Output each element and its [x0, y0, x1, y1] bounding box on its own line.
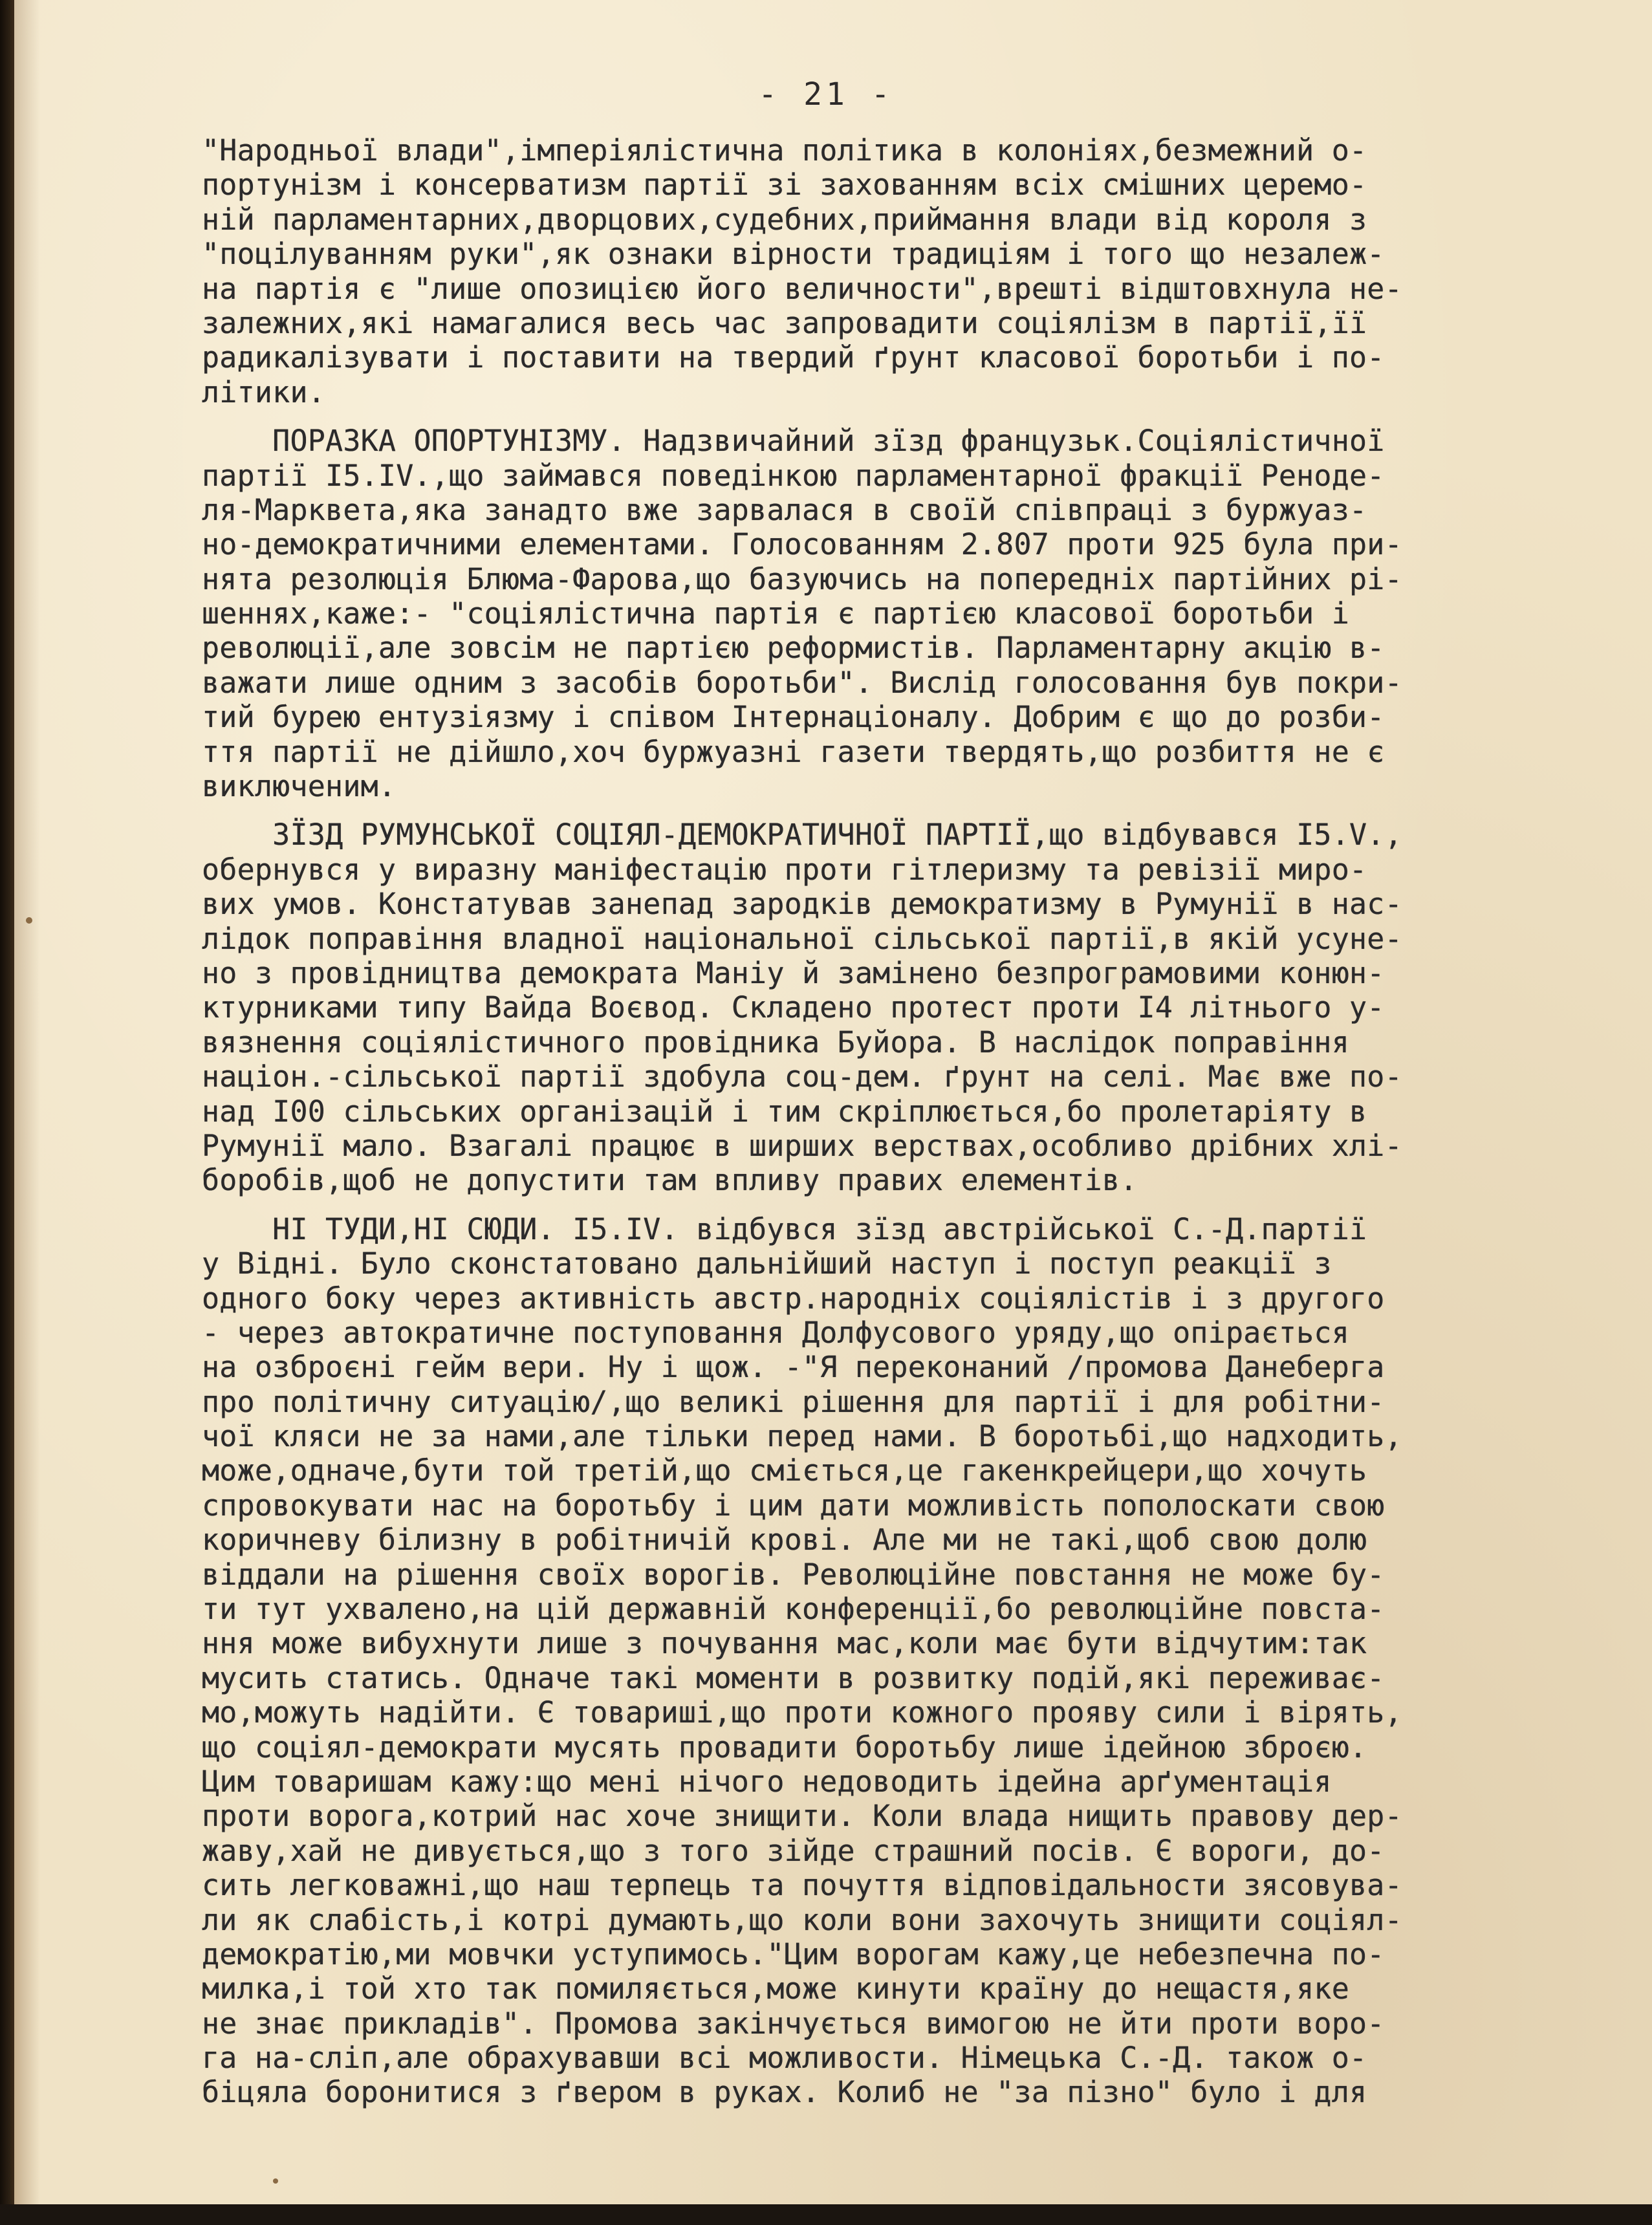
paper-mark — [273, 2178, 278, 2184]
text-line: ття партії не дійшло,хоч буржуазні газети твердять,що розбиття не є — [202, 734, 1385, 769]
text-line: мо,можуть надійти. Є товариші,що проти кожного прояву сили і вірять, — [202, 1695, 1402, 1730]
text-line: но з провідництва демократа Маніу й замінено безпрограмовими конюн- — [202, 955, 1385, 990]
text-line: спровокувати нас на боротьбу і цим дати можливість пополоскати свою — [202, 1488, 1385, 1523]
text-line: шеннях,каже:- "соціялістична партія є партією класової боротьби і — [202, 596, 1349, 631]
text-line: коричневу білизну в робітничій крові. Але ми не такі,щоб свою долю — [202, 1523, 1367, 1558]
paragraph-intro — [202, 133, 1547, 409]
text-line: у Відні. Було сконстатовано дальнійший наступ і поступ реакції з — [202, 1246, 1332, 1281]
text-line: ння може вибухнути лише з почування мас,коли має бути відчутим:так — [202, 1626, 1367, 1661]
text-line: ПОРАЗКА ОПОРТУНІЗМУ. Надзвичайний зїзд французьк.Соціялістичної — [202, 424, 1385, 459]
text-line: революції,але зовсім не партією реформистів. Парламентарну акцію в- — [202, 631, 1385, 666]
text-line: Румунії мало. Взагалі працює в ширших верствах,особливо дрібних хлі- — [202, 1128, 1402, 1163]
page-number: - 21 - — [758, 76, 894, 113]
paragraph-austrian-congress — [202, 1212, 1547, 2110]
text-line: біцяла боронитися з ґвером в руках. Колиб не "за пізно" було і для — [202, 2075, 1367, 2110]
text-line: лідок поправіння владної національної сільської партії,в якій усуне- — [202, 921, 1402, 956]
paragraph-gap — [202, 1198, 1547, 1212]
text-line: Цим товаришам кажу:що мені нічого недоводить ідейна арґументація — [202, 1764, 1332, 1799]
text-line: одного боку через активність австр.народніх соціялістів і з другого — [202, 1281, 1385, 1316]
text-line: на партія є "лише опозицією його величности",врешті відштовхнула не- — [202, 271, 1402, 306]
text-line: но-демократичними елементами. Голосованням 2.807 проти 925 була при- — [202, 527, 1402, 562]
text-line: ли як слабість,і котрі думають,що коли вони захочуть знищити соціял- — [202, 1902, 1402, 1937]
text-line: чої кляси не за нами,але тільки перед нами. В боротьбі,що надходить, — [202, 1419, 1402, 1454]
text-line: сить легковажні,що наш терпець та почуття відповідальности зясовува- — [202, 1868, 1402, 1903]
text-line: що соціял-демократи мусять провадити боротьбу лише ідейною зброєю. — [202, 1730, 1367, 1764]
text-line: - через автократичне поступовання Долфусового уряду,що опірається — [202, 1315, 1349, 1350]
text-line: про політичну ситуацію/,що великі рішення для партії і для робітни- — [202, 1384, 1385, 1419]
text-line: ЗЇЗД РУМУНСЬКОЇ СОЦІЯЛ-ДЕМОКРАТИЧНОЇ ПАРТІЇ,що відбувався I5.V., — [202, 818, 1402, 852]
text-line: "Народньої влади",імперіялістична політика в колоніях,безмежний о- — [202, 133, 1367, 168]
text-line: нята резолюція Блюма-Фарова,що базуючись на попередніх партійних рі- — [202, 561, 1402, 596]
text-line: "поцілуванням руки",як ознаки вірности традиціям і того що незалеж- — [202, 237, 1385, 272]
paragraph-romanian-congress — [202, 818, 1547, 1197]
text-line: ля-Марквета,яка занадто вже зарвалася в своїй співпраці з буржуаз- — [202, 492, 1367, 527]
text-line: вязнення соціялістичного провідника Буйора. В наслідок поправіння — [202, 1025, 1349, 1059]
scan-bottom-edge — [0, 2204, 1652, 2225]
page-body — [202, 133, 1547, 2110]
text-line: милка,і той хто так помиляється,може кинути країну до нещастя,яке — [202, 1971, 1349, 2006]
text-line: націон.-сільської партії здобула соц-дем. ґрунт на селі. Має вже по- — [202, 1059, 1402, 1094]
text-line: демократію,ми мовчки уступимось."Цим ворогам кажу,це небезпечна по- — [202, 1937, 1385, 1971]
text-line: партії I5.IV.,що займався поведінкою парламентарної фракції Реноде- — [202, 458, 1385, 493]
text-line: ктурниками типу Вайда Воєвод. Складено протест проти I4 літнього у- — [202, 990, 1385, 1025]
text-line: літики. — [202, 374, 326, 409]
text-line: над I00 сільських організацій і тим скріплюється,бо пролетаріяту в — [202, 1094, 1367, 1129]
paragraph-defeat-of-opportunism — [202, 424, 1547, 803]
text-line: виключеним. — [202, 769, 397, 804]
text-line: важати лише одним з засобів боротьби". Вислід голосовання був покри- — [202, 665, 1402, 700]
paragraph-gap — [202, 409, 1547, 424]
text-line: га на-сліп,але обрахувавши всі можливости. Німецька С.-Д. також о- — [202, 2041, 1367, 2076]
text-line: залежних,які намагалися весь час запровадити соціялізм в партії,її — [202, 305, 1367, 340]
text-line: вих умов. Констатував занепад зародків демократизму в Румунії в нас- — [202, 887, 1402, 922]
text-line: на озброєні гейм вери. Ну і щож. -"Я переконаний /промова Данеберга — [202, 1350, 1385, 1385]
text-line: ній парламентарних,дворцових,судебних,приймання влади від короля з — [202, 202, 1367, 237]
text-line: радикалізувати і поставити на твердий ґрунт класової боротьби і по- — [202, 340, 1385, 375]
text-line: може,одначе,бути той третій,що сміється,це гакенкрейцери,що хочуть — [202, 1453, 1367, 1488]
text-line: ти тут ухвалено,на цій державній конференції,бо революційне повста- — [202, 1592, 1385, 1627]
text-line: проти ворога,котрий нас хоче знищити. Коли влада нищить правову дер- — [202, 1799, 1402, 1834]
text-line: боробів,щоб не допустити там впливу правих елементів. — [202, 1163, 1138, 1198]
text-line: віддали на рішення своїх ворогів. Революційне повстання не може бу- — [202, 1557, 1385, 1592]
paper-mark — [26, 917, 32, 924]
text-line: не знає прикладів". Промова закінчується вимогою не йти проти воро- — [202, 2006, 1385, 2041]
text-line: обернувся у виразну маніфестацію проти гітлеризму та ревізії миро- — [202, 852, 1367, 887]
book-spine — [0, 0, 14, 2225]
text-line: НІ ТУДИ,НІ СЮДИ. I5.IV. відбувся зїзд австрійської С.-Д.партії — [202, 1211, 1367, 1246]
text-line: жаву,хай не дивується,що з того зійде страшний посів. Є вороги, до- — [202, 1833, 1385, 1868]
paragraph-gap — [202, 803, 1547, 818]
text-line: тий бурею ентузіязму і співом Інтернаціоналу. Добрим є що до розби- — [202, 700, 1385, 735]
text-line: портунізм і консерватизм партії зі захованням всіх смішних церемо- — [202, 168, 1367, 202]
text-line: мусить статись. Одначе такі моменти в розвитку подій,які переживає- — [202, 1660, 1385, 1695]
